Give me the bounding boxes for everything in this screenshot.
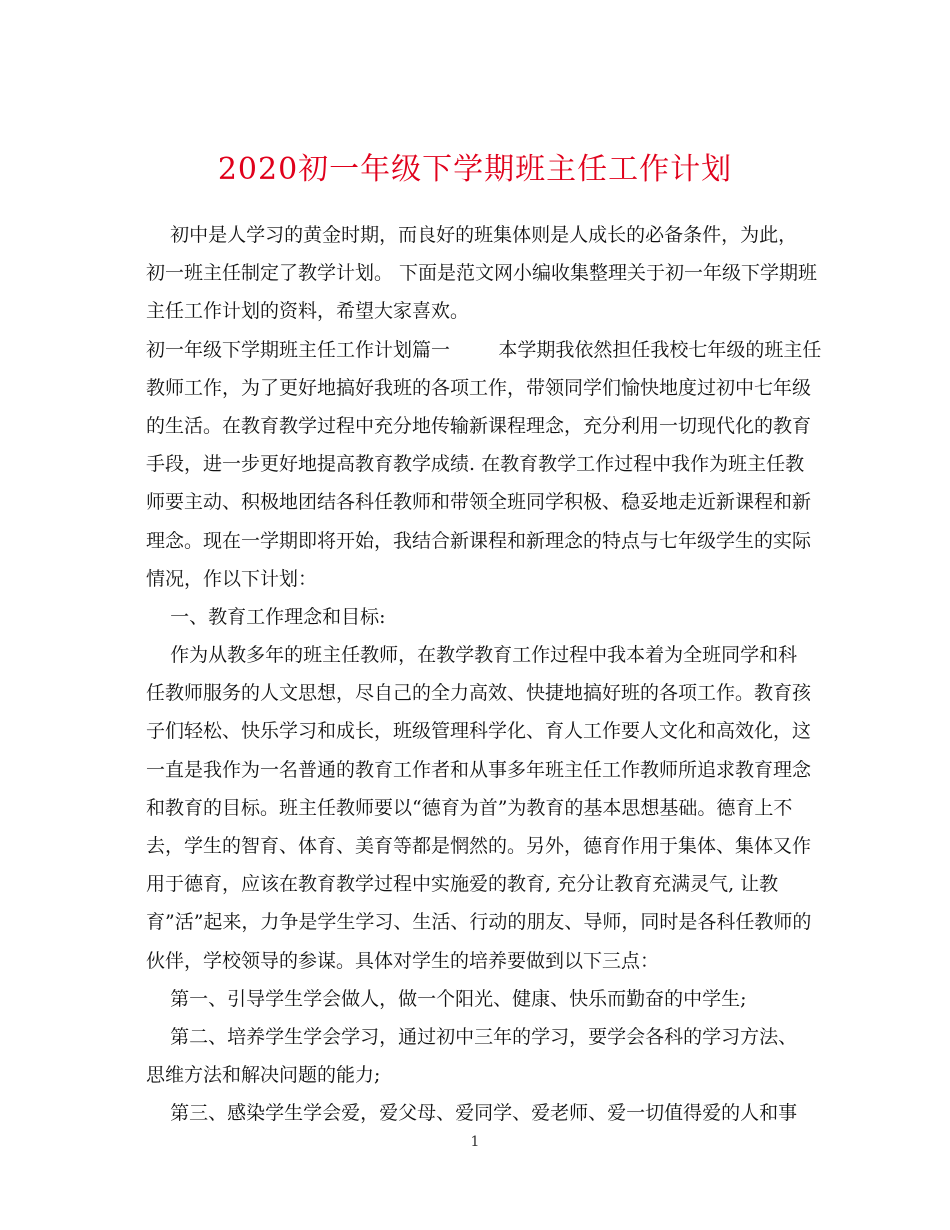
text-line: 育”活”起来，力争是学生学习、生活、行动的朋友、导师，同时是各科任教师的	[146, 911, 812, 934]
text-line: 子们轻松、快乐学习和成长，班级管理科学化、育人工作要人文化和高效化，这	[146, 720, 812, 743]
document-body	[146, 216, 822, 1133]
text-line: 初一班主任制定了教学计划。 下面是范文网小编收集整理关于初一年级下学期班	[146, 262, 818, 285]
document-title: 2020初一年级下学期班主任工作计划	[217, 152, 733, 187]
text-line: 一直是我作为一名普通的教育工作者和从事多年班主任工作教师所追求教育理念	[146, 758, 812, 781]
text-line: 初中是人学习的黄金时期，而良好的班集体则是人成长的必备条件，为此，	[146, 224, 798, 246]
list-item: 第二、培养学生学会学习，通过初中三年的学习，要学会各科的学习方法、	[146, 1025, 798, 1048]
list-item: 第一、引导学生学会做人，做一个阳光、健康、快乐而勤奋的中学生;	[146, 987, 747, 1010]
text-line: 思维方法和解决问题的能力;	[146, 1064, 381, 1087]
text-line: 手段，进一步更好地提高教育教学成绩. 在教育教学工作过程中我作为班主任教	[146, 453, 805, 476]
text-line: 用于德育，应该在教育教学过程中实施爱的教育, 充分让教育充满灵气, 让教	[146, 873, 779, 896]
text-line: 作为从教多年的班主任教师，在教学教育工作过程中我本着为全班同学和科	[146, 644, 798, 667]
list-item: 第三、感染学生学会爱，爱父母、爱同学、爱老师、爱一切值得爱的人和事	[146, 1102, 798, 1125]
text-line: 教师工作，为了更好地搞好我班的各项工作，带领同学们愉快地度过初中七年级	[146, 376, 812, 399]
text-line: 理念。现在一学期即将开始，我结合新课程和新理念的特点与七年级学生的实际	[146, 529, 812, 552]
section-heading: 一、教育工作理念和目标:	[146, 605, 386, 628]
text-line: 任教师服务的人文思想，尽自己的全力高效、快捷地搞好班的各项工作。教育孩	[146, 682, 812, 705]
text-line: 去，学生的智育、体育、美育等都是惘然的。另外，德育作用于集体、集体又作	[146, 835, 812, 857]
text-line: 初一年级下学期班主任工作计划篇一 本学期我依然担任我校七年级的班主任	[146, 338, 822, 361]
text-line: 情况，作以下计划：	[146, 567, 318, 590]
text-line: 和教育的目标。班主任教师要以“德育为首”为教育的基本思想基础。德育上不	[146, 796, 793, 819]
text-line: 师要主动、积极地团结各科任教师和带领全班同学积极、稳妥地走近新课程和新	[146, 491, 812, 514]
page-number: 1	[470, 1134, 480, 1150]
text-line: 伙伴，学校领导的参谋。具体对学生的培养要做到以下三点：	[146, 949, 660, 972]
text-line: 的生活。在教育教学过程中充分地传输新课程理念，充分利用一切现代化的教育	[146, 414, 812, 437]
text-line: 主任工作计划的资料，希望大家喜欢。	[146, 300, 470, 323]
